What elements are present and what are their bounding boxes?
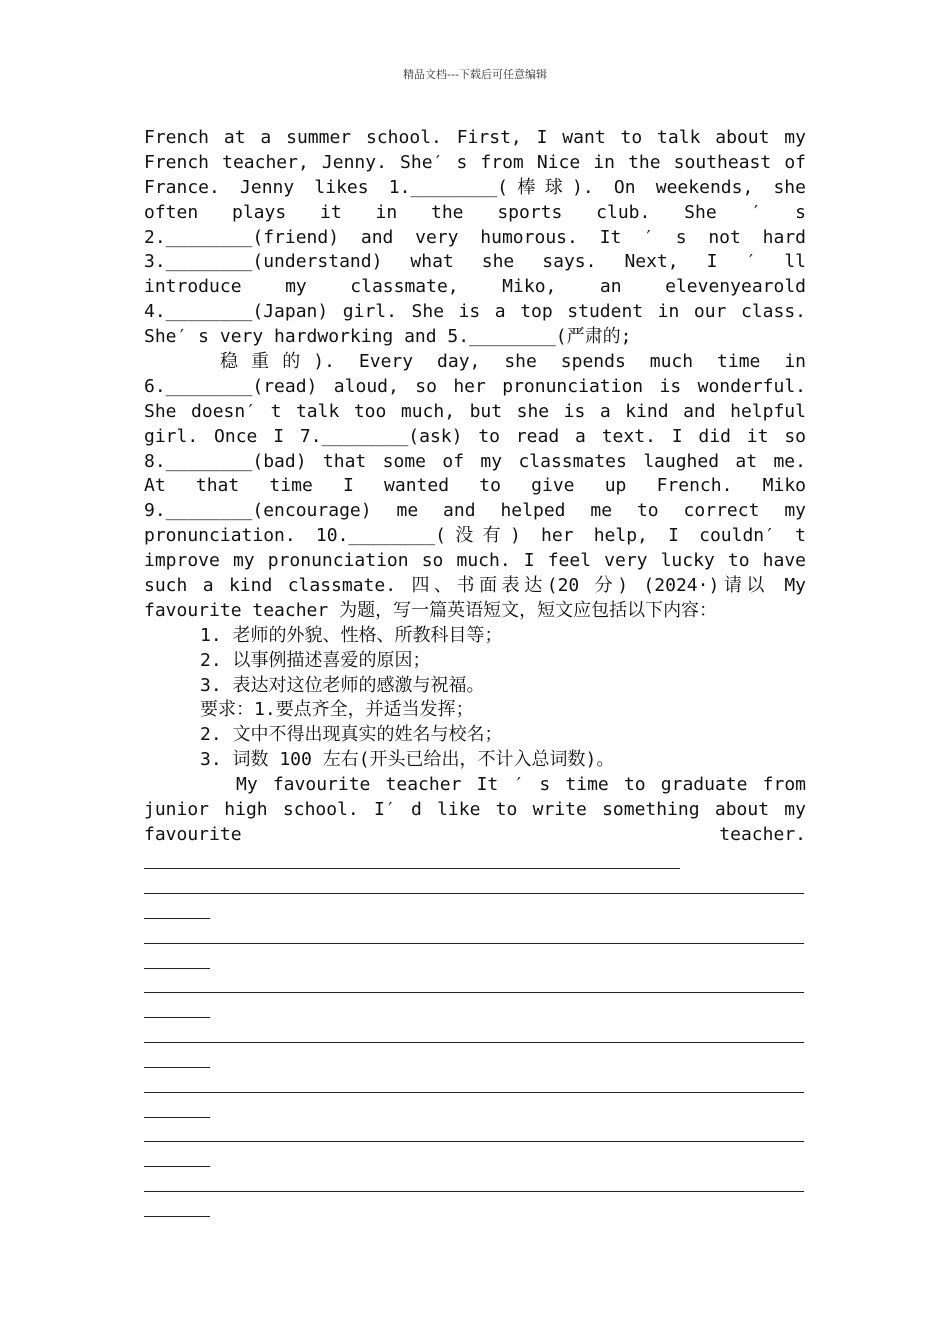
text-line: such a kind classmate. 四、书面表达(20 分) (2024·)请以 My bbox=[144, 575, 806, 597]
text-line: France. Jenny likes 1.________(棒球). On weekends, she bbox=[144, 176, 806, 198]
requirement-item: 3. 表达对这位老师的感激与祝福。 bbox=[200, 674, 485, 696]
text-line: 3.________(understand) what she says. Next, I ′ ll bbox=[144, 251, 806, 273]
page-header: 精品文档---下载后可任意编辑 bbox=[403, 68, 547, 81]
text-line: French at a summer school. First, I want to talk about my bbox=[144, 127, 806, 148]
text-line: 4.________(Japan) girl. She is a top student in our class. bbox=[144, 301, 806, 323]
text-line: She′ s very hardworking and 5.________(严肃的; bbox=[144, 326, 632, 348]
writing-line bbox=[144, 1216, 210, 1217]
text-line: 6.________(read) aloud, so her pronunciation is wonderful. bbox=[144, 375, 806, 397]
writing-line bbox=[144, 868, 680, 869]
requirement-item: 2. 以事例描述喜爱的原因； bbox=[200, 649, 431, 671]
requirement-item: 2. 文中不得出现真实的姓名与校名； bbox=[200, 724, 503, 746]
requirement-item: 1. 老师的外貌、性格、所教科目等； bbox=[200, 624, 503, 646]
writing-line bbox=[144, 1092, 804, 1093]
text-line: girl. Once I 7.________(ask) to read a text. I did it so bbox=[144, 425, 806, 447]
text-line: junior high school. I′ d like to write something about my bbox=[144, 799, 806, 821]
text-line: introduce my classmate, Miko, an elevenyearold bbox=[144, 276, 806, 298]
text-line: My favourite teacher It ′ s time to graduate from bbox=[236, 774, 806, 796]
text-line: improve my pronunciation so much. I feel very lucky to have bbox=[144, 550, 806, 572]
requirement-item: 3. 词数 100 左右(开头已给出，不计入总词数)。 bbox=[200, 749, 615, 771]
writing-line bbox=[144, 1042, 804, 1043]
writing-line bbox=[144, 1117, 210, 1118]
writing-line bbox=[144, 1067, 210, 1068]
requirement-item: 要求：1.要点齐全，并适当发挥； bbox=[200, 699, 474, 721]
writing-line bbox=[144, 1017, 210, 1018]
writing-line bbox=[144, 1191, 804, 1192]
text-line: French teacher, Jenny. She′ s from Nice in the southeast of bbox=[144, 151, 806, 173]
writing-line bbox=[144, 1166, 210, 1167]
text-line: 稳重的). Every day, she spends much time in bbox=[220, 351, 806, 373]
text-line: 8.________(bad) that some of my classmates laughed at me. bbox=[144, 450, 806, 472]
writing-line bbox=[144, 1141, 804, 1142]
writing-line bbox=[144, 893, 804, 894]
writing-line bbox=[144, 943, 804, 944]
document-body bbox=[144, 126, 806, 848]
writing-line bbox=[144, 918, 210, 919]
text-line: favourite teacher. bbox=[144, 823, 806, 845]
text-line: At that time I wanted to give up French. Miko bbox=[144, 475, 806, 497]
text-line: favourite teacher 为题，写一篇英语短文，短文应包括以下内容： bbox=[144, 599, 718, 621]
text-line: pronunciation. 10.________(没有) her help, I couldn′ t bbox=[144, 525, 806, 547]
writing-line bbox=[144, 968, 210, 969]
text-line: 2.________(friend) and very humorous. It ′ s not hard bbox=[144, 226, 806, 248]
text-line: 9.________(encourage) me and helped me to correct my bbox=[144, 500, 806, 522]
text-line: often plays it in the sports club. She ′ s bbox=[144, 201, 806, 223]
text-line: She doesn′ t talk too much, but she is a kind and helpful bbox=[144, 400, 806, 422]
writing-line bbox=[144, 992, 804, 993]
